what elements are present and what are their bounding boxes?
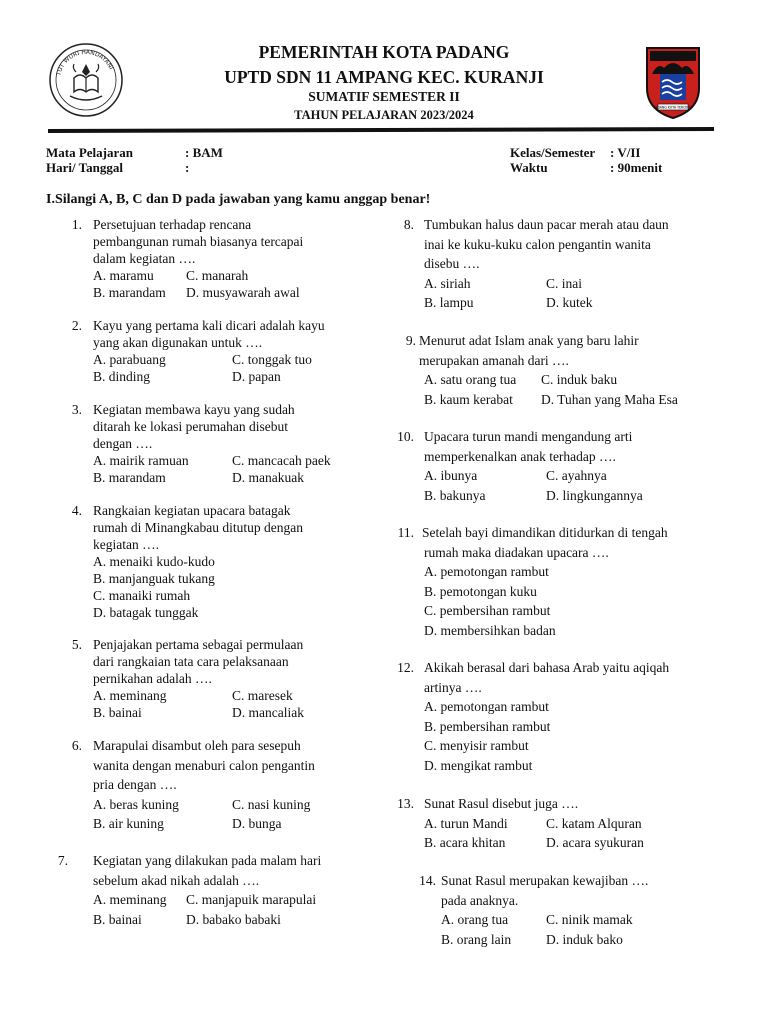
option-c[interactable]: C. inai (546, 275, 582, 291)
question-14 (380, 871, 648, 949)
question-6 (46, 736, 315, 834)
option-c[interactable]: C. mancacah paek (232, 453, 331, 468)
option-c[interactable]: C. pembersihan rambut (424, 603, 551, 618)
question-text-line: Menurut adat Islam anak yang baru lahir (419, 333, 639, 348)
question-text-line: memperkenalkan anak terhadap …. (424, 448, 616, 464)
question-text-line: rumah di Minangkabau ditutup dengan (93, 520, 303, 535)
question-text-line: disebu …. (424, 256, 480, 271)
question-8 (380, 215, 669, 313)
option-d[interactable]: D. papan (232, 369, 281, 384)
option-d[interactable]: D. membersihkan badan (424, 622, 556, 638)
option-b[interactable]: B. bainai (93, 911, 142, 927)
option-c[interactable]: C. nasi kuning (232, 796, 311, 812)
question-10 (380, 427, 643, 505)
question-text-line: dalam kegiatan …. (93, 251, 196, 266)
option-d[interactable]: D. babako babaki (186, 911, 281, 927)
date-value: : (185, 160, 190, 175)
question-text-line: Kegiatan yang dilakukan pada malam hari (93, 853, 322, 868)
date-label: Hari/ Tanggal (46, 160, 123, 175)
question-text-line: Upacara turun mandi mengandung arti (424, 429, 633, 444)
question-text-line: merupakan amanah dari …. (419, 352, 569, 368)
question-13 (380, 794, 644, 853)
question-9 (380, 331, 678, 409)
question-text-line: Setelah bayi dimandikan ditidurkan di tengah (422, 525, 668, 540)
option-a[interactable]: A. orang tua (441, 912, 509, 927)
kota-padang-logo (644, 44, 702, 120)
header-academic-year: TAHUN PELAJARAN 2023/2024 (294, 108, 474, 122)
option-b[interactable]: B. air kuning (93, 816, 164, 831)
question-text-line: pembangunan rumah biasanya tercapai (93, 234, 304, 249)
option-c[interactable]: C. katam Alquran (546, 815, 642, 831)
option-b[interactable]: B. manjanguak tukang (93, 571, 215, 586)
question-text-line: artinya …. (424, 679, 482, 695)
option-c[interactable]: C. ayahnya (546, 468, 607, 483)
question-text-line: rumah maka diadakan upacara …. (424, 544, 609, 560)
option-d[interactable]: D. kutek (546, 295, 593, 310)
padang-shield-icon (644, 44, 702, 120)
question-text-line: ditarah ke lokasi perumahan disebut (93, 419, 288, 434)
option-b[interactable]: B. dinding (93, 369, 151, 384)
question-text-line: Tumbukan halus daun pacar merah atau daun (424, 217, 669, 232)
question-text-line: pada anaknya. (441, 892, 519, 908)
tut-wuri-handayani-logo (48, 42, 124, 118)
option-c[interactable]: C. maresek (232, 688, 293, 703)
question-number: 5. (71, 637, 82, 652)
header-divider (48, 127, 714, 133)
subject-label: Mata Pelajaran (46, 145, 134, 160)
option-c[interactable]: C. manaiki rumah (93, 588, 191, 603)
question-text-line: sebelum akad nikah adalah …. (93, 872, 260, 888)
question-number: 13. (397, 796, 414, 811)
question-number: 3. (71, 402, 82, 417)
question-text-line: wanita dengan menaburi calon pengantin (93, 757, 315, 773)
option-a[interactable]: A. pemotongan rambut (424, 699, 549, 714)
time-value: : 90menit (610, 160, 663, 175)
question-number: 10. (397, 429, 414, 444)
class-label: Kelas/Semester (510, 145, 596, 160)
question-text-line: pernikahan adalah …. (93, 671, 212, 686)
question-number: 6. (71, 738, 82, 753)
question-4 (46, 502, 303, 621)
question-text-line: pria dengan …. (93, 777, 177, 792)
option-a[interactable]: A. turun Mandi (424, 815, 508, 831)
option-d[interactable]: D. batagak tunggak (93, 605, 199, 620)
option-a[interactable]: A. meminang (93, 688, 167, 703)
question-text-line: yang akan digunakan untuk …. (93, 335, 263, 350)
option-d[interactable]: D. mancaliak (232, 705, 304, 720)
question-3 (46, 401, 331, 486)
question-number: 8. (403, 217, 414, 232)
question-number: 2. (71, 318, 82, 333)
subject-value: : BAM (185, 145, 223, 160)
option-d[interactable]: D. acara syukuran (546, 835, 644, 850)
question-7 (46, 851, 321, 929)
option-b[interactable]: B. orang lain (441, 931, 512, 947)
question-number: 12. (397, 660, 414, 675)
question-number: 14. (419, 873, 436, 888)
option-a[interactable]: A. mairik ramuan (93, 453, 189, 468)
option-d[interactable]: D. Tuhan yang Maha Esa (541, 391, 678, 407)
option-b[interactable]: B. kaum kerabat (424, 391, 513, 407)
option-a[interactable]: A. meminang (93, 892, 167, 907)
question-text-line: dari rangkaian tata cara pelaksanaan (93, 654, 289, 669)
question-text-line: Kayu yang pertama kali dicari adalah kayu (93, 318, 325, 333)
option-b[interactable]: B. pembersihan rambut (424, 718, 551, 734)
option-d[interactable]: D. mengikat rambut (424, 757, 533, 773)
logo-banner-text: PADANG KOTA TERCINTA (653, 105, 693, 110)
option-a[interactable]: A. beras kuning (93, 796, 179, 812)
question-2 (46, 317, 325, 385)
question-12 (380, 658, 669, 775)
option-a[interactable]: A. parabuang (93, 352, 166, 367)
option-a[interactable]: A. siriah (424, 275, 471, 291)
question-text-line: Marapulai disambut oleh para sesepuh (93, 738, 301, 753)
class-value: : V/II (610, 145, 641, 160)
header-exam-title: SUMATIF SEMESTER II (308, 89, 460, 104)
question-text-line: Kegiatan membawa kayu yang sudah (93, 402, 295, 417)
option-c[interactable]: C. tonggak tuo (232, 352, 312, 367)
option-b[interactable]: B. pemotongan kuku (424, 583, 537, 599)
question-text-line: dengan …. (93, 436, 153, 451)
question-number: 9. (405, 333, 416, 348)
logo-motto: TUT WURI HANDAYANI (55, 48, 115, 77)
option-a[interactable]: A. maramu (93, 268, 154, 283)
option-d[interactable]: D. bunga (232, 816, 282, 831)
option-b[interactable]: B. marandam (93, 285, 166, 300)
option-c[interactable]: C. menyisir rambut (424, 738, 529, 753)
question-text-line: inai ke kuku-kuku calon pengantin wanita (424, 236, 651, 252)
question-5 (46, 636, 304, 721)
header-government: PEMERINTAH KOTA PADANG (258, 42, 510, 62)
option-a[interactable]: A. ibunya (424, 468, 478, 483)
question-text-line: Akikah berasal dari bahasa Arab yaitu aqiqah (424, 660, 670, 675)
question-text-line: Rangkaian kegiatan upacara batagak (93, 503, 291, 518)
question-1 (46, 216, 303, 301)
header-school: UPTD SDN 11 AMPANG KEC. KURANJI (224, 67, 544, 87)
question-number: 1. (71, 217, 82, 232)
option-a[interactable]: A. pemotongan rambut (424, 564, 549, 579)
question-number: 4. (71, 503, 82, 518)
option-b[interactable]: B. lampu (424, 295, 474, 310)
question-11 (380, 523, 668, 640)
instruction: I.Silangi A, B, C dan D pada jawaban yang kamu anggap benar! (46, 192, 431, 207)
question-number: 7. (57, 853, 68, 868)
option-d[interactable]: D. musyawarah awal (186, 285, 300, 300)
option-c[interactable]: C. ninik mamak (546, 912, 633, 927)
option-c[interactable]: C. induk baku (541, 372, 618, 387)
option-d[interactable]: D. lingkungannya (546, 487, 643, 503)
question-text-line: kegiatan …. (93, 537, 159, 552)
option-b[interactable]: B. acara khitan (424, 835, 506, 850)
option-c[interactable]: C. manjapuik marapulai (186, 892, 317, 907)
option-b[interactable]: B. bainai (93, 705, 142, 720)
option-d[interactable]: D. induk bako (546, 931, 623, 947)
option-a[interactable]: A. satu orang tua (424, 372, 517, 387)
question-text-line: Sunat Rasul disebut juga …. (424, 796, 579, 811)
tut-wuri-logo-icon (48, 42, 124, 118)
option-b[interactable]: B. bakunya (424, 487, 486, 503)
option-c[interactable]: C. manarah (186, 268, 249, 283)
option-a[interactable]: A. menaiki kudo-kudo (93, 554, 215, 569)
question-text-line: Sunat Rasul merupakan kewajiban …. (441, 873, 649, 888)
option-d[interactable]: D. manakuak (232, 470, 304, 485)
question-text-line: Persetujuan terhadap rencana (93, 217, 252, 232)
time-label: Waktu (510, 160, 548, 175)
option-b[interactable]: B. marandam (93, 470, 166, 485)
question-text-line: Penjajakan pertama sebagai permulaan (93, 637, 304, 652)
question-number: 11. (397, 525, 414, 540)
